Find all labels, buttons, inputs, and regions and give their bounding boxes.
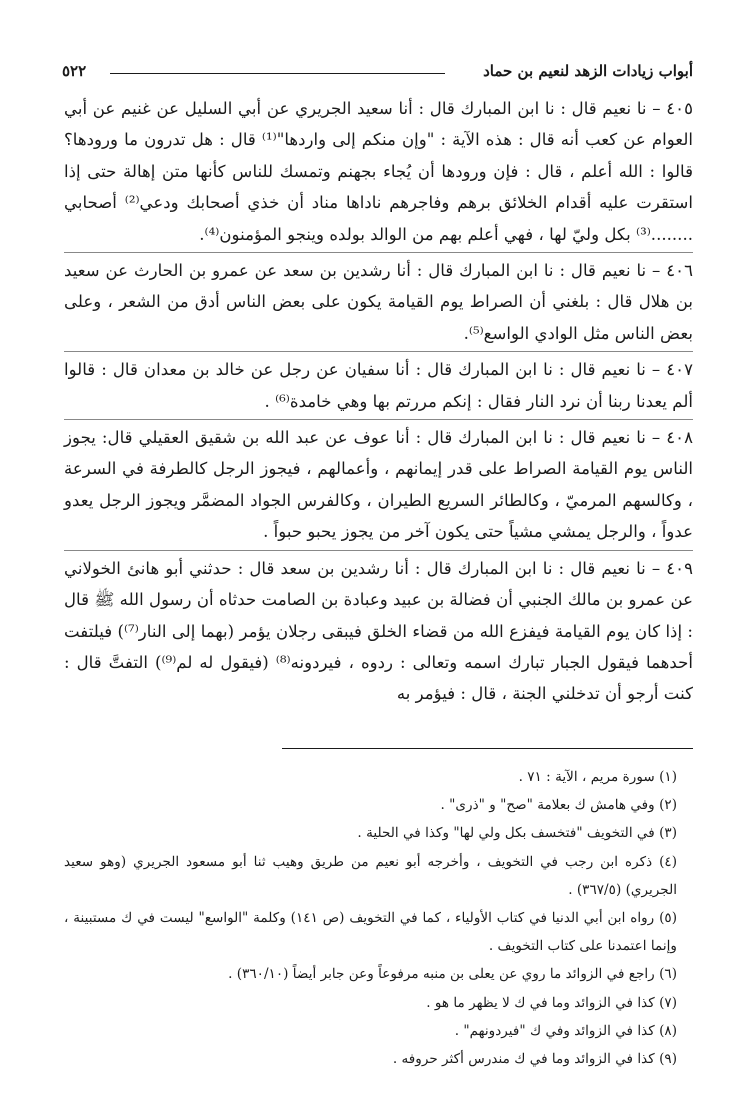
- footnote-5: (٥) رواه ابن أبي الدنيا في كتاب الأولياء ، كما في التخويف (ص ١٤١) وكلمة "الواسع" ليست في ك مستبينة ، وإنما اعتمدنا على كتاب التخويف .: [64, 910, 677, 955]
- running-title: أبواب زيادات الزهد لنعيم بن حماد: [483, 62, 693, 80]
- hadith-407: ٤٠٧ – نا نعيم قال : نا ابن المبارك قال : أنا سفيان عن رجل عن خالد بن معدان قال : قالوا ألم يعدنا ربنا أن نرد النار فقال : إنكم مررتم بها وهي خامدة⁽⁶⁾ .: [64, 351, 693, 417]
- hadith-405: ٤٠٥ – نا نعيم قال : نا ابن المبارك قال : أنا سعيد الجريري عن أبي السليل عن غنيم عن أبي العوام عن كعب أنه قال : هذه الآية : "وإن منكم إلى واردها"⁽¹⁾ قال : هل تدرون ما ورودها؟ قالوا : الله أعلم ، قال : فإن ورودها أن يُجاء بجهنم وتمسك للناس كأنها متن إهالة حتى إذا استقرت عليه أقدام الخلائق برهم وفاجرهم ناداها مناد أن خذي أصحابك ودعي⁽²⁾ أصحابي ........⁽³⁾ بكل وليّ لها ، فهي أعلم بهم من الوالد بولده وينجو المؤمنون⁽⁴⁾.: [64, 99, 693, 244]
- main-text: [64, 93, 693, 710]
- footnote-7: (٧) كذا في الزوائد وما في ك لا يظهر ما هو .: [426, 994, 677, 1011]
- footnote-6: (٦) راجع في الزوائد ما روي عن يعلى بن منبه مرفوعاً وعن جابر أيضاً (٣٦٠/١٠) .: [228, 966, 677, 983]
- hadith-406: ٤٠٦ – نا نعيم قال : نا ابن المبارك قال : أنا رشدين بن سعد عن عمرو بن الحارث عن سعيد بن هلال قال : بلغني أن الصراط يوم القيامة يكون على بعض الناس أدق من الشعر ، وعلى بعض الناس مثل الوادي الواسع⁽⁵⁾.: [64, 252, 693, 349]
- footnote-2: (٢) وفي هامش ك بعلامة "صح" و "ذرى" .: [440, 797, 677, 814]
- page-number: ٥٢٢: [62, 62, 87, 80]
- footnotes: [64, 763, 691, 1073]
- hadith-409: ٤٠٩ – نا نعيم قال : نا ابن المبارك قال : أنا رشدين بن سعد قال : حدثني أبو هانئ الخولاني عن عمرو بن مالك الجنبي أن فضالة بن عبيد وعبادة بن الصامت حدثاه أن رسول الله ﷺ قال : إذا كان يوم القيامة فيفزع الله من قضاء الخلق فيبقى رجلان يؤمر (بهما إلى النار⁽⁷⁾) فيلتفت أحدهما فيقول الجبار تبارك اسمه وتعالى : ردوه ، فيردونه⁽⁸⁾ (فيقول له لم⁽⁹⁾) التفتَّ قال : كنت أرجو أن تدخلني الجنة ، قال : فيؤمر به: [64, 550, 693, 710]
- footnote-3: (٣) في التخويف "فتخسف بكل ولي لها" وكذا في الحلية .: [357, 825, 677, 842]
- footnote-8: (٨) كذا في الزوائد وفي ك "فيردونهم" .: [454, 1022, 677, 1039]
- hadith-408: ٤٠٨ – نا نعيم قال : نا ابن المبارك قال : أنا عوف عن عبد الله بن شقيق العقيلي قال: يجوز الناس يوم القيامة الصراط على قدر إيمانهم ، وأعمالهم ، فيجوز الرجل كالطرفة في السرعة ، وكالسهم المرميّ ، وكالطائر السريع الطيران ، وكالفرس الجواد المضمَّر ويجوز الرجل يعدو عدواً ، والرجل يمشي مشياً حتى يكون آخر من يجوز يحبو حبواً .: [64, 419, 693, 548]
- footnote-1: (١) سورة مريم ، الآية : ٧١ .: [518, 769, 677, 785]
- header-rule: [110, 73, 445, 74]
- footnote-4: (٤) ذكره ابن رجب في التخويف ، وأخرجه أبو نعيم من طريق وهيب ثنا أبو مسعود الجريري (وهو سعيد الجريري) (٣٦٧/٥) .: [64, 853, 677, 898]
- footnote-rule: [282, 748, 693, 749]
- footnote-9: (٩) كذا في الزوائد وما في ك مندرس أكثر حروفه .: [392, 1051, 677, 1068]
- page-header: [62, 62, 693, 86]
